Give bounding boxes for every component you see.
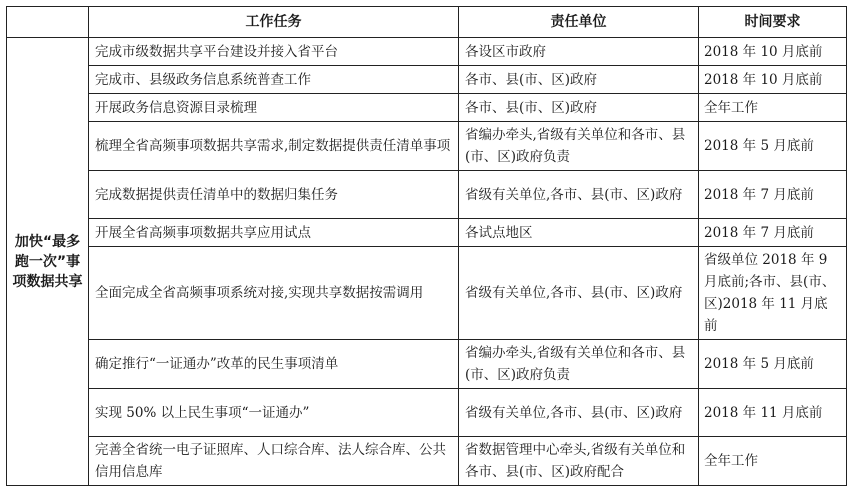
time-cell: 省级单位 2018 年 9 月底前;各市、县(市、区)2018 年 11 月底前: [699, 247, 847, 340]
unit-cell: 省级有关单位,各市、县(市、区)政府: [459, 171, 699, 219]
unit-cell: 省数据管理中心牵头,省级有关单位和各市、县(市、区)政府配合: [459, 437, 699, 486]
table-row: [7, 94, 847, 122]
unit-cell: 各试点地区: [459, 219, 699, 247]
time-cell: 全年工作: [699, 94, 847, 122]
table-row: [7, 219, 847, 247]
time-cell: 2018 年 11 月底前: [699, 389, 847, 437]
task-cell: 完善全省统一电子证照库、人口综合库、法人综合库、公共信用信息库: [89, 437, 459, 486]
table-row: [7, 171, 847, 219]
unit-cell: 省编办牵头,省级有关单位和各市、县(市、区)政府负责: [459, 340, 699, 389]
task-table-container: [6, 6, 847, 486]
header-time: 时间要求: [699, 7, 847, 38]
task-table: [6, 6, 847, 486]
unit-cell: 省编办牵头,省级有关单位和各市、县(市、区)政府负责: [459, 122, 699, 171]
time-cell: 2018 年 10 月底前: [699, 38, 847, 66]
task-cell: 实现 50% 以上民生事项“一证通办”: [89, 389, 459, 437]
table-row: [7, 38, 847, 66]
table-row: [7, 340, 847, 389]
unit-cell: 各市、县(市、区)政府: [459, 66, 699, 94]
task-cell: 梳理全省高频事项数据共享需求,制定数据提供责任清单事项: [89, 122, 459, 171]
table-row: [7, 66, 847, 94]
task-cell: 开展全省高频事项数据共享应用试点: [89, 219, 459, 247]
time-cell: 全年工作: [699, 437, 847, 486]
unit-cell: 各市、县(市、区)政府: [459, 94, 699, 122]
header-category: [7, 7, 89, 38]
header-unit: 责任单位: [459, 7, 699, 38]
task-cell: 完成市、县级政务信息系统普查工作: [89, 66, 459, 94]
task-cell: 完成数据提供责任清单中的数据归集任务: [89, 171, 459, 219]
table-header-row: [7, 7, 847, 38]
task-cell: 全面完成全省高频事项系统对接,实现共享数据按需调用: [89, 247, 459, 340]
unit-cell: 省级有关单位,各市、县(市、区)政府: [459, 389, 699, 437]
unit-cell: 省级有关单位,各市、县(市、区)政府: [459, 247, 699, 340]
task-cell: 开展政务信息资源目录梳理: [89, 94, 459, 122]
table-row: [7, 437, 847, 486]
task-cell: 确定推行“一证通办”改革的民生事项清单: [89, 340, 459, 389]
table-row: [7, 247, 847, 340]
task-cell: 完成市级数据共享平台建设并接入省平台: [89, 38, 459, 66]
header-task: 工作任务: [89, 7, 459, 38]
category-label: 加快“最多跑一次”事项数据共享: [7, 38, 89, 486]
time-cell: 2018 年 10 月底前: [699, 66, 847, 94]
unit-cell: 各设区市政府: [459, 38, 699, 66]
time-cell: 2018 年 7 月底前: [699, 219, 847, 247]
table-row: [7, 122, 847, 171]
time-cell: 2018 年 7 月底前: [699, 171, 847, 219]
time-cell: 2018 年 5 月底前: [699, 340, 847, 389]
time-cell: 2018 年 5 月底前: [699, 122, 847, 171]
table-row: [7, 389, 847, 437]
